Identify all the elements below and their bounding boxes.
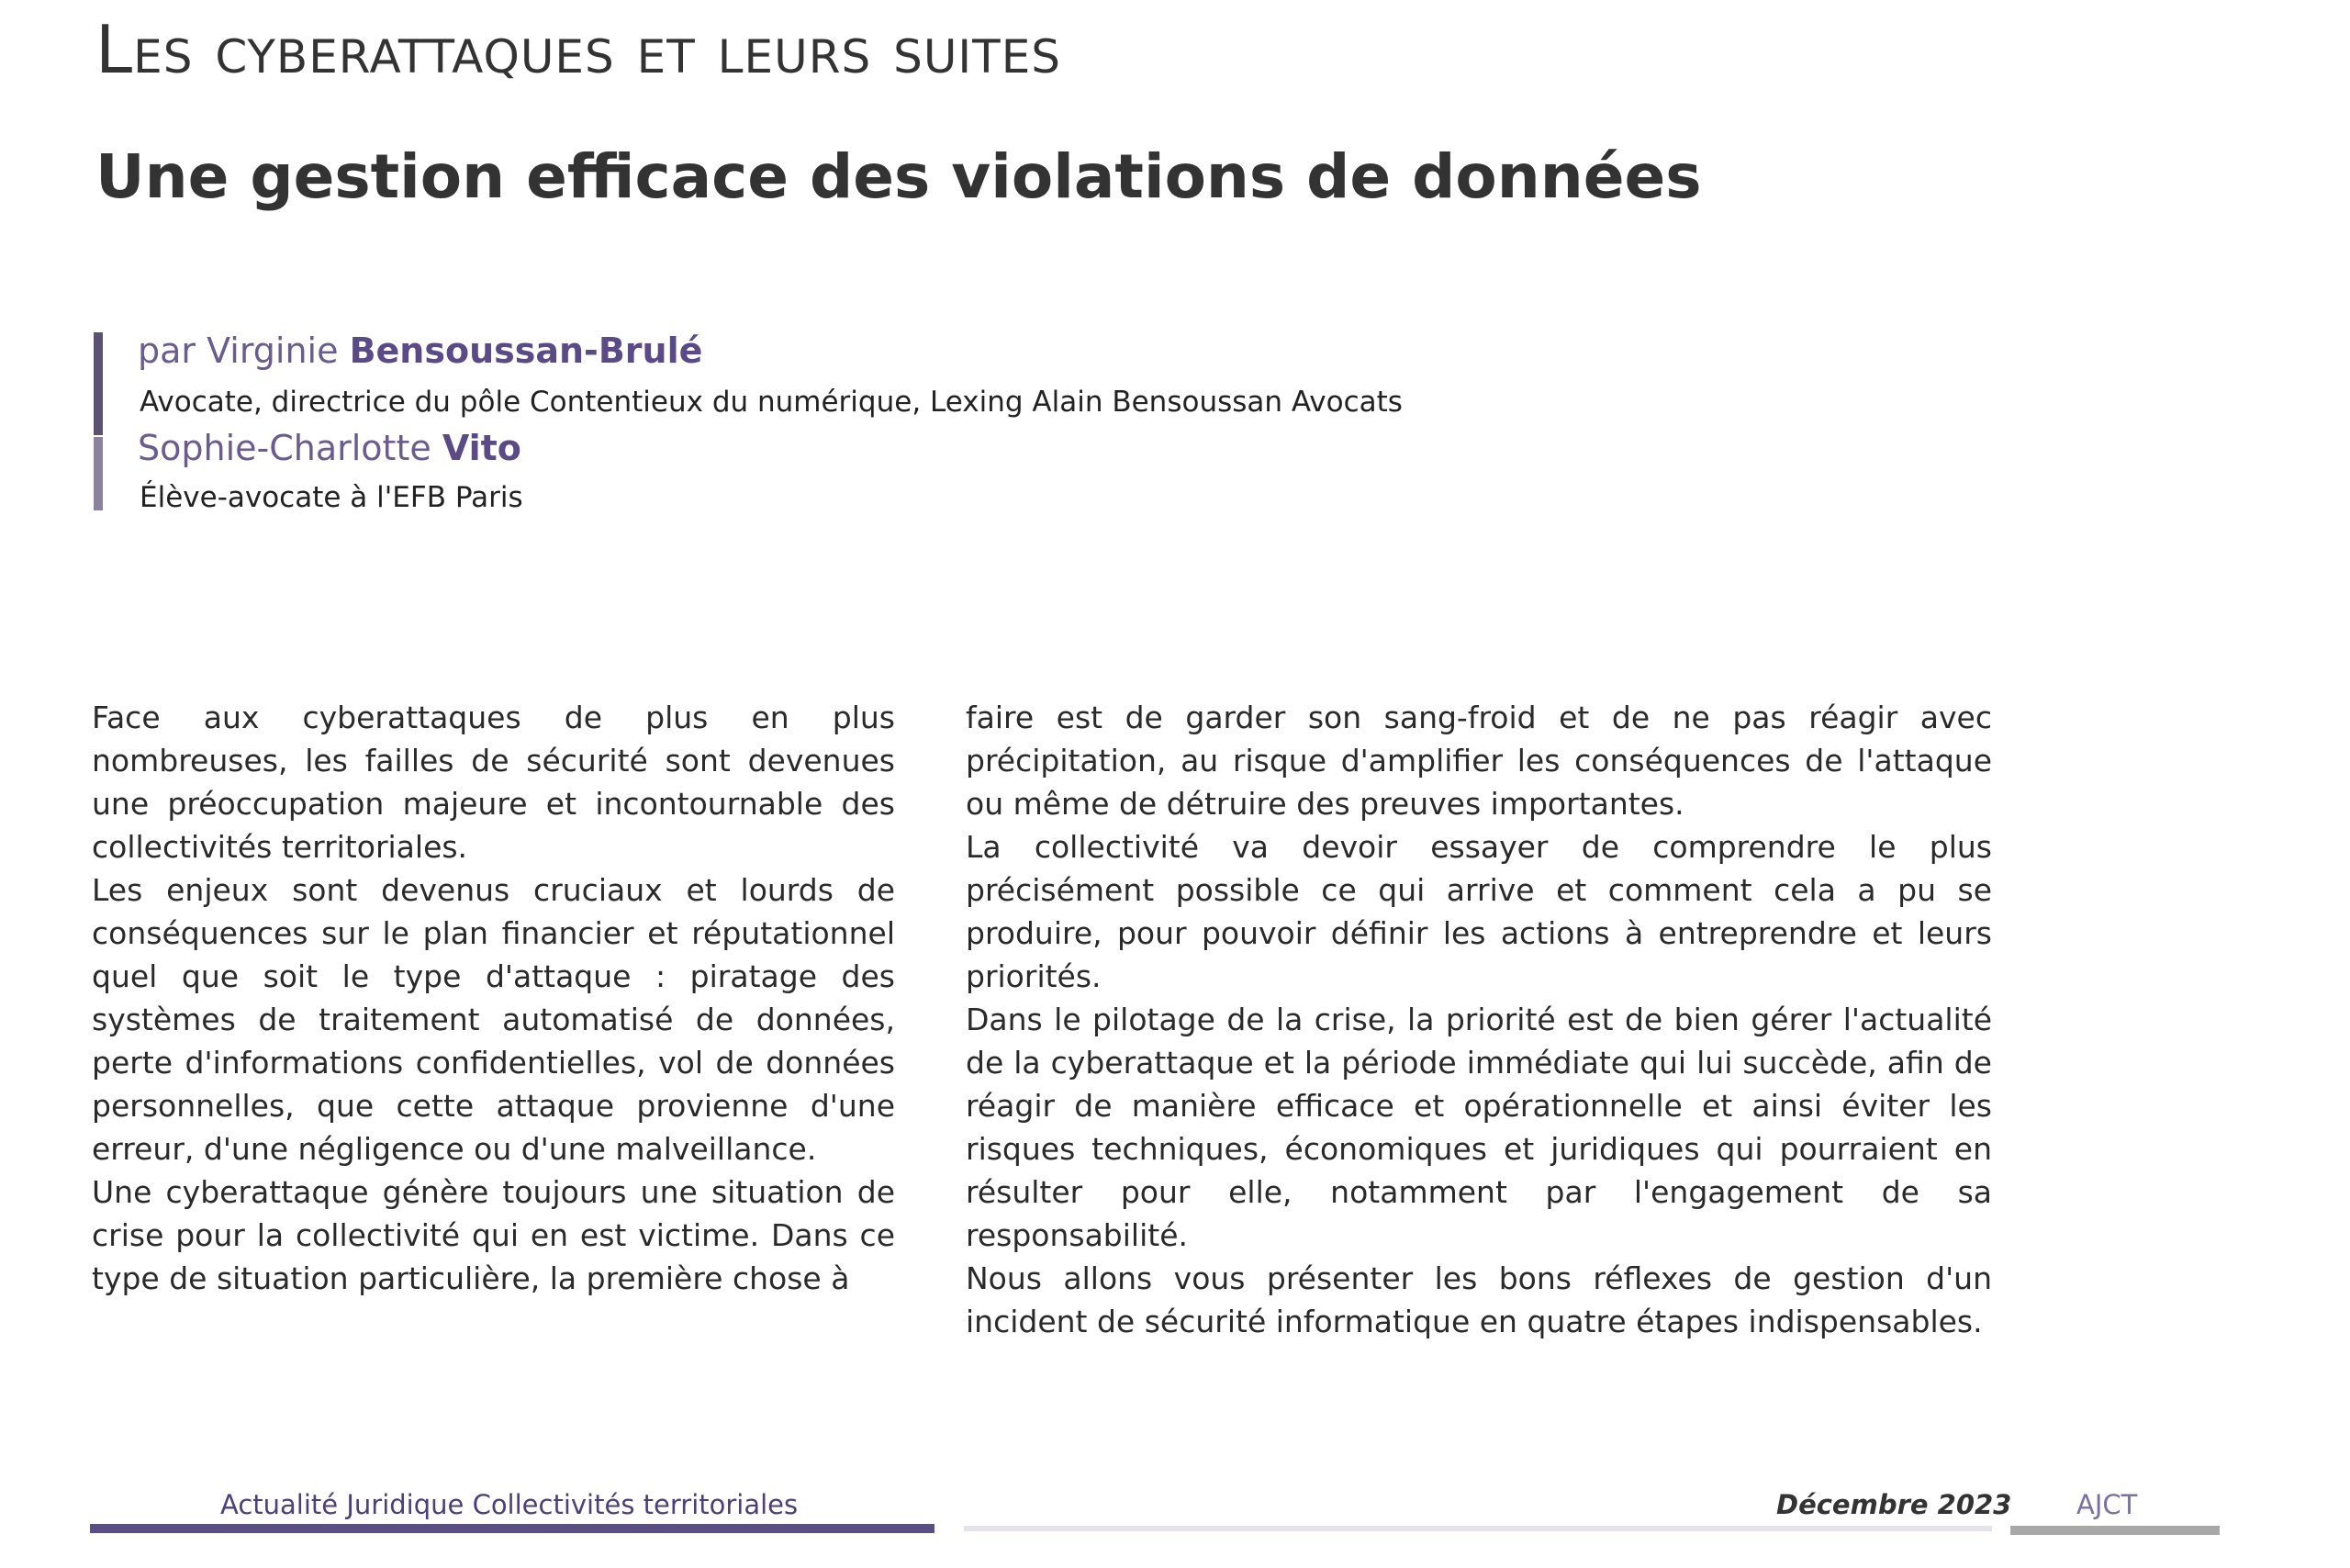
paragraph: Nous allons vous présenter les bons réflexes de gestion d'un incident de sécurité informatique en quatre étapes indispensables. xyxy=(966,1260,1992,1339)
author-2-role: Élève-avocate à l'EFB Paris xyxy=(140,481,523,514)
body-column-right xyxy=(966,696,1992,1343)
author-2-surname: Vito xyxy=(442,428,521,468)
author-accent-bar xyxy=(94,332,103,435)
author-2-name xyxy=(138,428,521,468)
author-1-name xyxy=(138,330,702,371)
author-accent-bar xyxy=(94,437,103,510)
footer-rule-left xyxy=(90,1524,934,1533)
author-1-surname: Bensoussan-Brulé xyxy=(349,330,703,371)
footer-date: Décembre 2023 xyxy=(1776,1489,2012,1520)
author-1-prefix: par Virginie xyxy=(138,330,350,371)
author-1-role: Avocate, directrice du pôle Contentieux du numérique, Lexing Alain Bensoussan Avocats xyxy=(140,386,1403,419)
paragraph: Dans le pilotage de la crise, la priorité est de bien gérer l'actualité de la cyberattaque et la période immédiate qui lui succède, afin de réagir de manière efficace et opérationnelle et ainsi éviter les risques techniques, économiques et juridiques qui pourraient en résulter pour elle, notamment par l'engagement de sa responsabilité. xyxy=(966,1002,1992,1253)
paragraph: Les enjeux sont devenus cruciaux et lourds de conséquences sur le plan financier et réputationnel quel que soit le type d'attaque : piratage des systèmes de traitement automatisé de données, perte d'informations confidentielles, vol de données personnelles, que cette attaque provienne d'une erreur, d'une négligence ou d'une malveillance. xyxy=(92,872,895,1167)
footer-journal: AJCT xyxy=(2076,1489,2138,1520)
paragraph: La collectivité va devoir essayer de comprendre le plus précisément possible ce qui arrive et comment cela a pu se produire, pour pouvoir définir les actions à entreprendre et leurs priorités. xyxy=(966,829,1992,994)
footer-rule-middle xyxy=(964,1526,1992,1531)
body-column-left xyxy=(92,696,895,1300)
author-2-prefix: Sophie-Charlotte xyxy=(138,428,442,468)
footer-publication: Actualité Juridique Collectivités territoriales xyxy=(220,1489,799,1520)
article-title: Les cyberattaques et leurs suites xyxy=(95,11,1062,88)
paragraph: Face aux cyberattaques de plus en plus nombreuses, les failles de sécurité sont devenues une préoccupation majeure et incontournable des collectivités territoriales. xyxy=(92,700,895,865)
article-subtitle: Une gestion efficace des violations de données xyxy=(95,141,1702,212)
paragraph: Une cyberattaque génère toujours une situation de crise pour la collectivité qui en est victime. Dans ce type de situation particulière, la première chose à xyxy=(92,1174,895,1296)
paragraph: faire est de garder son sang-froid et de ne pas réagir avec précipitation, au risque d'amplifier les conséquences de l'attaque ou même de détruire des preuves importantes. xyxy=(966,700,1992,822)
footer-rule-right xyxy=(2010,1526,2220,1535)
